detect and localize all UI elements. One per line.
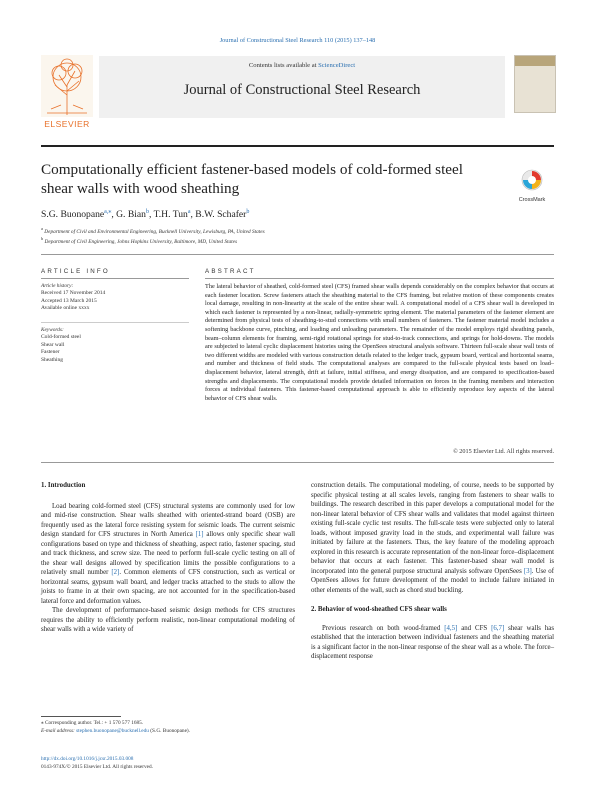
contents-prefix: Contents lists available at: [248, 62, 317, 69]
left-column: [41, 481, 295, 635]
abstract-copyright: © 2015 Elsevier Ltd. All rights reserved.: [453, 448, 554, 455]
intro-paragraph-2: The development of performance-based seismic design methods for CFS structures requires the ability to efficiently perform realistic, non-linear computational modeling of shear walls with a wide variety of: [41, 607, 295, 633]
footnote: [41, 720, 291, 735]
author-list: S.G. Buonopane$^{a,⁎}$, G. Bian$^b$, T.H. Tun$^a$, B.W. Schafer$^b$: [41, 209, 250, 221]
keyword-item: Fastener: [41, 349, 60, 356]
abstract-divider: [205, 278, 554, 279]
author-3[interactable]: T.H. Tun$^a$: [153, 209, 191, 221]
history-online: Available online xxxx: [41, 305, 90, 312]
article-title-line2: shear walls with wood sheathing: [41, 180, 240, 197]
citation-link[interactable]: [4,5]: [444, 624, 458, 632]
keywords-block: [41, 327, 191, 364]
article-info-divider: [41, 278, 189, 279]
journal-title[interactable]: Journal of Constructional Steel Research: [183, 82, 421, 98]
section-2-heading: 2. Behavior of wood-sheathed CFS shear walls: [311, 606, 447, 613]
abstract-heading: ABSTRACT: [205, 268, 256, 275]
author-2[interactable]: G. Bian$^b$: [116, 209, 149, 221]
intro-paragraph-3: construction details. The computational modeling, of course, needs to be supported by specific physical testing at all scales levels, ranging from fasteners to shear walls to buildings. The research described in this paper develops a computational model for the non-linear lateral behavior of CFS shear walls and validates that model against thirteen existing full-scale cyclic test results. The full-scale tests were subjected only to lateral loads, without imposed gravity load in the studs, and experimental wall failure was initiated by failure at the fasteners. Thus, the key feature of the modeling approach explored in this research is accurate representation of the non-linear force–displacement behavior that occurs at each fastener. This fastener-based shear wall model is incorporated into the general purpose structural analysis software OpenSees [3]. Use of OpenSees allows for future development of the model to include failure initiated in other elements of the wall, such as chord stud buckling.: [311, 482, 554, 594]
elsevier-wordmark: ELSEVIER: [44, 119, 90, 129]
issn-line: 0143-974X/© 2015 Elsevier Ltd. All rights reserved.: [41, 763, 154, 770]
keyword-item: Cold-formed steel: [41, 334, 81, 341]
crossmark-label: CrossMark: [518, 197, 546, 203]
citation-link[interactable]: [6,7]: [491, 624, 505, 632]
affiliation-divider: [41, 254, 554, 255]
citation-link[interactable]: [2]: [111, 569, 120, 576]
history-label: Article history:: [41, 283, 74, 289]
doi-block: [41, 756, 153, 771]
elsevier-tree-logo: [41, 55, 93, 117]
section-2-paragraph-1: Previous research on both wood-framed [4,5] and CFS [6,7] shear walls has established that the interaction between individual fasteners and the sheathing material is a significant factor in the non-linear response of the shear wall as a whole. The force–displacement response: [311, 624, 554, 660]
author-email-link[interactable]: stephen.buonopane@bucknell.edu: [76, 727, 149, 734]
intro-paragraph-1: Load bearing cold-formed steel (CFS) structural systems are commonly used for low and mid-rise construction. Shear walls sheathed with oriented-strand board (OSB) are frequently used as the lateral force resisting system for seismic loads. The current seismic design standard for CFS structures in North America [1] allows only specific shear wall configurations based on type and thickness of sheathing, aspect ratio, fastener spacing, stud and track thickness, and screw size. The need to perform full-scale cyclic testing on all of the shear wall designs allowed by specification limits the possible configurations to a relatively small number [2]. Common elements of CFS construction, such as vertical or horizontal seams, gypsum wall board, and ledger tracks attached to the studs to allow the joists to frame in at their own spacing, are not accounted for in the specification-based lateral force and deformation values.: [41, 502, 295, 605]
article-title-line1: Computationally efficient fastener-based models of cold-formed steel: [41, 161, 463, 178]
keyword-item: Shear wall: [41, 341, 65, 348]
doi-link[interactable]: http://dx.doi.org/10.1016/j.jcsr.2015.03.008: [41, 756, 134, 762]
abstract-text: The lateral behavior of sheathed, cold-formed steel (CFS) framed shear walls depends considerably on the complex behavior that occurs at each fastener location. Screw fasteners attach the sheathing material to the CFS framing, but relative motion of these components creates local damage, resulting in non-linearity at the scale of the entire shear wall. A computational model of a CFS shear wall is developed in which each fastener is represented by a non-linear, radially-symmetric spring element. The material parameters of the fastener element are determined from physical tests of sheathing-to-stud connections with small numbers of fasteners. The fastener material model includes a softening backbone curve, pinching, and loading and unloading parameters. The remainder of the model employs rigid sheathing panels, beam–column elements for framing, semi-rigid rotational springs for stud-to-track connections, and springs for hold-downs. The models are subjected to lateral cyclic displacement histories using the OpenSees structural analysis software. Thirteen full-scale shear wall tests of two different widths are modeled with various construction details related to the ledger track, gypsum board, vertical and horizontal seams, and number and thickness of field studs. The computational analyses are compared to the full-scale physical tests based on load–displacement behavior, lateral strength, drift at failure, initial stiffness, and energy dissipation, and are compared to specification-based strengths and displacements. The computational models provide detailed information on forces in the framing members and interaction forces at individual fasteners. This fastener-based computational approach is able to efficiently reproduce key aspects of the lateral behavior of CFS shear walls.: [205, 283, 554, 402]
footnote-divider: [41, 716, 121, 717]
history-accepted: Accepted 13 March 2015: [41, 297, 97, 304]
right-column: [311, 481, 554, 662]
contents-line: [99, 62, 505, 69]
article-title: [41, 160, 491, 198]
journal-reference-link[interactable]: Journal of Constructional Steel Research 110 (2015) 137–148: [219, 37, 376, 44]
corresponding-author: ⁎ Corresponding author. Tel.: + 1 570 577 1685.: [41, 720, 144, 726]
abstract-bottom-divider: [41, 462, 554, 463]
journal-cover-band: [515, 56, 555, 66]
keyword-item: Sheathing: [41, 356, 63, 363]
keywords-label: Keywords:: [41, 327, 64, 333]
article-history: [41, 283, 191, 313]
citation-link[interactable]: [3]: [523, 567, 532, 575]
sciencedirect-link[interactable]: ScienceDirect: [318, 62, 356, 69]
citation-link[interactable]: [1]: [195, 531, 204, 538]
section-1-heading: 1. Introduction: [41, 482, 86, 489]
header-divider: [41, 145, 554, 147]
crossmark-button[interactable]: [510, 169, 554, 203]
keywords-divider: [41, 322, 189, 323]
author-1[interactable]: S.G. Buonopane$^{a,⁎}$: [41, 209, 112, 221]
author-4[interactable]: B.W. Schafer$^b$: [195, 209, 250, 221]
affiliation-b: $^b$ Department of Civil Engineering, Johns Hopkins University, Baltimore, MD, United States: [41, 236, 238, 245]
article-info-heading: ARTICLE INFO: [41, 268, 110, 275]
crossmark-icon: [521, 169, 543, 191]
email-line: E-mail address: stephen.buonopane@bucknell.edu (S.G. Buonopane).: [41, 727, 191, 734]
history-received: Received 17 November 2014: [41, 290, 106, 297]
affiliation-a: $^a$ Department of Civil and Environmental Engineering, Bucknell University, Lewisburg, PA, United States: [41, 226, 265, 235]
